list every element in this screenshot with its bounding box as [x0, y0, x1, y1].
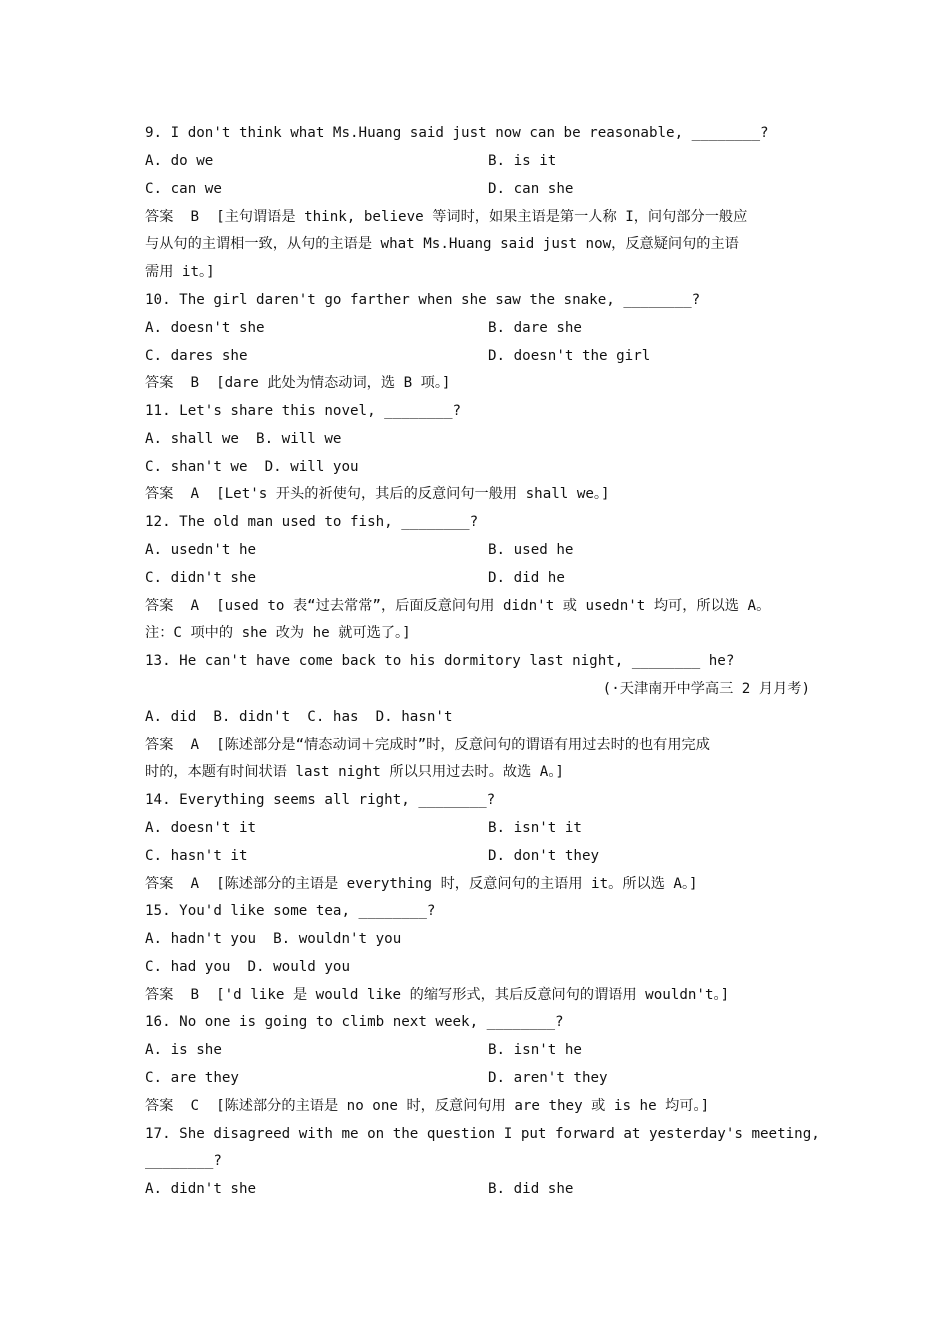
question-12-option-d: D. did he — [488, 570, 565, 586]
question-16-option-a: A. is she — [145, 1042, 222, 1058]
question-12-option-c: C. didn't she — [145, 570, 257, 586]
question-17-stem: 17. She disagreed with me on the question I put forward at yesterday's meeting, — [145, 1126, 820, 1142]
question-9-answer-line-1: 答案 B [主句谓语是 think, believe 等词时，如果主语是第一人称 I，问句部分一般应 — [145, 209, 748, 225]
question-14-option-c: C. hasn't it — [145, 848, 248, 864]
question-9-answer-line-3: 需用 it。] — [145, 264, 215, 280]
question-12-option-b: B. used he — [488, 542, 574, 558]
question-13-answer-line-1: 答案 A [陈述部分是“情态动词＋完成时”时，反意问句的谓语有用过去时的也有用完成 — [145, 737, 710, 753]
question-17-stem-blank: ________? — [145, 1153, 222, 1169]
question-13-answer-line-2: 时的，本题有时间状语 last night 所以只用过去时。故选 A。] — [145, 764, 564, 780]
question-9-answer-line-2: 与从句的主谓相一致，从句的主语是 what Ms.Huang said just now，反意疑问句的主语 — [145, 236, 739, 252]
question-11-options-cd: C. shan't we D. will you — [145, 459, 359, 475]
question-10-option-a: A. doesn't she — [145, 320, 265, 336]
question-13-source: (·天津南开中学高三 2 月月考) — [602, 681, 810, 697]
question-14-option-b: B. isn't it — [488, 820, 582, 836]
question-10-answer: 答案 B [dare 此处为情态动词，选 B 项。] — [145, 375, 451, 391]
question-16-option-d: D. aren't they — [488, 1070, 608, 1086]
question-17-option-b: B. did she — [488, 1181, 574, 1197]
question-13-options: A. did B. didn't C. has D. hasn't — [145, 709, 453, 725]
question-11-stem: 11. Let's share this novel, ________? — [145, 403, 462, 419]
question-12-answer-line-2: 注：C 项中的 she 改为 he 就可选了。] — [145, 625, 411, 641]
question-14-answer: 答案 A [陈述部分的主语是 everything 时，反意问句的主语用 it。所以选 A。] — [145, 876, 698, 892]
question-14-stem: 14. Everything seems all right, ________? — [145, 792, 496, 808]
question-11-answer: 答案 A [Let's 开头的祈使句，其后的反意问句一般用 shall we。] — [145, 486, 610, 502]
question-16-option-c: C. are they — [145, 1070, 239, 1086]
question-9-option-a: A. do we — [145, 153, 214, 169]
question-15-options-cd: C. had you D. would you — [145, 959, 350, 975]
question-9-option-b: B. is it — [488, 153, 557, 169]
question-9-stem: 9. I don't think what Ms.Huang said just now can be reasonable, ________? — [145, 125, 769, 141]
question-13-stem: 13. He can't have come back to his dormitory last night, ________ he? — [145, 653, 735, 669]
question-14-option-d: D. don't they — [488, 848, 600, 864]
question-12-answer-line-1: 答案 A [used to 表“过去常常”，后面反意问句用 didn't 或 usedn't 均可，所以选 A。 — [145, 598, 771, 614]
question-10-option-d: D. doesn't the girl — [488, 348, 651, 364]
question-10-option-c: C. dares she — [145, 348, 248, 364]
question-10-stem: 10. The girl daren't go farther when she saw the snake, ________? — [145, 292, 701, 308]
question-15-answer: 答案 B ['d like 是 would like 的缩写形式，其后反意问句的谓语用 wouldn't。] — [145, 987, 730, 1003]
question-12-option-a: A. usedn't he — [145, 542, 257, 558]
question-16-stem: 16. No one is going to climb next week, ________? — [145, 1014, 564, 1030]
question-17-option-a: A. didn't she — [145, 1181, 257, 1197]
question-14-option-a: A. doesn't it — [145, 820, 257, 836]
question-15-stem: 15. You'd like some tea, ________? — [145, 903, 436, 919]
question-9-option-d: D. can she — [488, 181, 574, 197]
question-10-option-b: B. dare she — [488, 320, 582, 336]
question-9-option-c: C. can we — [145, 181, 222, 197]
question-15-options-ab: A. hadn't you B. wouldn't you — [145, 931, 402, 947]
question-16-option-b: B. isn't he — [488, 1042, 582, 1058]
question-11-options-ab: A. shall we B. will we — [145, 431, 342, 447]
question-12-stem: 12. The old man used to fish, ________? — [145, 514, 479, 530]
question-16-answer: 答案 C [陈述部分的主语是 no one 时，反意问句用 are they 或 is he 均可。] — [145, 1098, 710, 1114]
